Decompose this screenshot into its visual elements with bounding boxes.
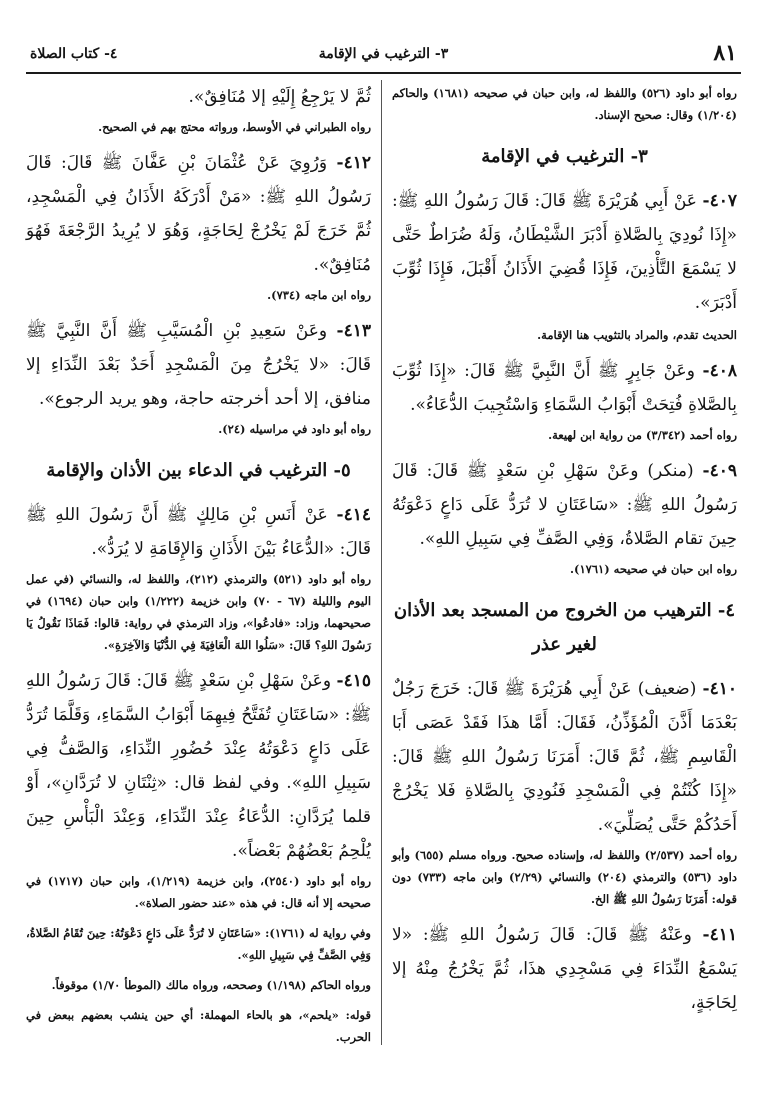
hadith-413 xyxy=(26,314,371,416)
source-note: رواه أبو داود في مراسيله (٢٤). xyxy=(218,422,371,436)
hadith-text: وعَنْهُ ﷺ قَالَ: قَالَ رَسُولُ اللهِ ﷺ: «لا يَسْمَعُ النِّدَاءَ فِي مَسْجِدِي هذَا، ثُمَّ يَخْرُجُ مِنْهُ إلا لِحَاجَةٍ، xyxy=(392,925,737,1013)
source-note: رواه أبو داود (٥٢١) والترمذي (٢١٢)، واللفظ له، والنسائي (في عمل اليوم والليلة (٦٧ - ٧٠) وابن خزيمة (١/٢٢٢) وابن حبان (١٦٩٤) في صحيحهما، وزاد: «فادعُوا»، وزاد الترمذي في رواية: قالوا: فَمَاذَا نَقُولُ يَا رَسُولَ اللهِ؟ قَالَ: «سَلُوا اللهَ الْعَافِيَةَ فِي الدُّنْيَا وَالآخِرَةِ». xyxy=(26,572,372,652)
source-note: رواه أحمد (٢/٥٣٧) واللفظ له، وإسناده صحيح. ورواه مسلم (٦٥٥) وأبو داود (٥٣٦) والترمذي (٢٠٤) والنسائي (٢/٢٩) وابن ماجه (٧٣٣) دون قوله: أَمَرَنَا رَسُولُ اللهِ ﷺ الخ. xyxy=(392,848,737,906)
section-heading: ٣- الترغيب في الإقامة xyxy=(481,146,648,167)
source-note: رواه أبو داود (٥٢٦) واللفظ له، وابن حبان في صحيحه (١٦٨١) والحاكم (١/٢٠٤) وقال: صحيح الإسناد. xyxy=(392,86,737,122)
hadith-text: عَنْ أَبِي هُرَيْرَةَ ﷺ قَالَ: قَالَ رَسُولُ اللهِ ﷺ: «إِذَا نُودِيَ بِالصَّلاةِ أَدْبَرَ الشَّيْطَانُ، وَلَهُ ضُرَاطٌ حَتَّى لا يَسْمَعَ التَّأْذِينَ، فَإِذَا قُضِيَ الأَذَانُ أَقْبَلَ، فَإِذَا ثُوِّبَ أَدْبَرَ». xyxy=(392,191,737,313)
hadith-412 xyxy=(26,146,371,282)
hadith-415 xyxy=(26,664,371,868)
hadith-text: (منكر) وعَنْ سَهْلِ بْنِ سَعْدٍ ﷺ قَالَ: قَالَ رَسُولُ اللهِ ﷺ: «سَاعَتَانِ لا تُرَدُّ عَلَى دَاعٍ دَعْوَتُهُ حِينَ تقام الصَّلاةُ، وَفِي الصَّفِّ فِي سَبِيلِ اللهِ». xyxy=(392,461,737,549)
hadith-number: ٤١١- xyxy=(702,925,737,945)
section-heading: ٤- الترهيب من الخروج من المسجد بعد الأذان لغير عذر xyxy=(393,600,736,655)
hadith-number: ٤١٣- xyxy=(336,321,371,341)
column-divider xyxy=(381,80,382,1045)
hadith-411 xyxy=(392,918,737,1020)
hadith-414 xyxy=(26,498,371,566)
hadith-text: عَنْ أَنَسِ بْنِ مَالِكٍ ﷺ أَنَّ رَسُولَ اللهِ ﷺ قَالَ: «الدُّعَاءُ بَيْنَ الأَذَانِ وَالإِقَامَةِ لا يُرَدُّ». xyxy=(26,505,371,559)
hadith-number: ٤١٠- xyxy=(702,679,738,699)
hadith-text: وعَنْ سَعِيدِ بْنِ الْمُسَيَّبِ ﷺ أَنَّ النَّبِيَّ ﷺ قَالَ: «لا يَخْرُجُ مِنَ الْمَسْجِدِ أَحَدٌ بَعْدَ النِّدَاءِ إلا منافق، إلا أحد أخرجته حاجة، وهو يريد الرجوع». xyxy=(26,321,371,409)
section-heading: ٥- الترغيب في الدعاء بين الأذان والإقامة xyxy=(46,460,351,481)
hadith-text: وعَنْ سَهْلِ بْنِ سَعْدٍ ﷺ قَالَ: قَالَ رَسُولُ اللهِ ﷺ: «سَاعَتَانِ تُفَتَّحُ فِيهِمَا أَبْوَابُ السَّمَاءِ، وَقَلَّمَا تُرَدُّ عَلَى دَاعٍ دَعْوَتُهُ عِنْدَ حُضُورِ النِّدَاءِ، وَالصَّفُّ فِي سَبِيلِ اللهِ». وفي لفظ قال: «ثِنْتَانِ لا تُرَدَّانِ»، أَوْ قلما يُرَدَّانِ: الدُّعَاءُ عِنْدَ النِّدَاءِ، وَعِنْدَ الْبَأْسِ حِينَ يُلْحِمُ بَعْضُهُمْ بَعْضاً». xyxy=(26,671,371,861)
hadith-continuation: ثُمَّ لا يَرْجِعُ إِلَيْهِ إلا مُنَافِقٌ». xyxy=(188,87,371,107)
page-header xyxy=(26,40,741,72)
hadith-text: وعَنْ جَابِرٍ ﷺ أَنَّ النَّبِيَّ ﷺ قَالَ: «إِذَا ثُوِّبَ بِالصَّلاةِ فُتِحَتْ أَبْوَابُ السَّمَاءِ وَاسْتُجِيبَ الدُّعَاءُ». xyxy=(392,361,737,415)
hadith-408 xyxy=(392,354,737,422)
source-note: وفي رواية له (١٧٦١): «سَاعَتَانِ لا تُرَدُّ عَلَى دَاعٍ دَعْوَتُهُ: حِينَ تُقَامُ الصَّلاةُ، وَفِي الصَّفِّ فِي سَبِيلِ اللهِ». xyxy=(26,926,371,962)
hadith-number: ٤١٢- xyxy=(336,153,371,173)
running-section-title: ٣- الترغيب في الإقامة xyxy=(318,46,449,62)
hadith-text: وَرُوِيَ عَنْ عُثْمَانَ بْنِ عَفَّانَ ﷺ قَالَ: قَالَ رَسُولُ اللهِ ﷺ: «مَنْ أَدْرَكَهُ الأَذَانُ فِي الْمَسْجِدِ، ثُمَّ خَرَجَ لَمْ يَخْرُجْ لِحَاجَةٍ، وَهُوَ لا يُرِيدُ الرَّجْعَةَ فَهُوَ مُنَافِقٌ». xyxy=(26,153,371,275)
source-note: رواه أبو داود (٢٥٤٠)، وابن خزيمة (١/٢١٩)، وابن حبان (١٧١٧) في صحيحه إلا أنه قال: في هذه «عند حضور الصلاة». xyxy=(26,874,372,910)
header-rule xyxy=(26,72,741,74)
hadith-410 xyxy=(392,672,737,842)
source-note: رواه ابن حبان في صحيحه (١٧٦١). xyxy=(570,562,737,576)
hadith-number: ٤٠٨- xyxy=(702,361,738,381)
hadith-note: الحديث تقدم، والمراد بالتثويب هنا الإقامة. xyxy=(537,328,737,342)
hadith-number: ٤١٤- xyxy=(336,505,372,525)
hadith-text: (ضعيف) عَنْ أَبِي هُرَيْرَةَ ﷺ قَالَ: خَرَجَ رَجُلٌ بَعْدَمَا أَذَّنَ الْمُؤَذِّنُ، فَقَالَ: أَمَّا هذَا فَقَدْ عَصَى أَبَا الْقَاسِمِ ﷺ، ثُمَّ قَالَ: أَمَرَنَا رَسُولُ اللهِ ﷺ قَالَ: «إِذَا كُنْتُمْ فِي الْمَسْجِدِ فَنُودِيَ بِالصَّلاةِ فَلا يَخْرُجْ أَحَدُكُمْ حَتَّى يُصَلِّيَ». xyxy=(392,679,737,835)
source-note: ورواه الحاكم (١/١٩٨) وصححه، ورواه مالك (الموطأ ١/٧٠) موقوفاً. xyxy=(51,978,371,992)
running-book-title: ٤- كتاب الصلاة xyxy=(30,46,118,62)
page-number: ٨١ xyxy=(713,40,737,66)
hadith-number: ٤٠٧- xyxy=(702,191,737,211)
hadith-number: ٤١٥- xyxy=(336,671,371,691)
hadith-407 xyxy=(392,184,737,320)
hadith-number: ٤٠٩- xyxy=(702,461,738,481)
glossary-note: قوله: «يلحم»، هو بالحاء المهملة: أي حين ينشب بعضهم ببعض في الحرب. xyxy=(26,1008,371,1044)
source-note: رواه أحمد (٣/٣٤٢) من رواية ابن لهيعة. xyxy=(548,428,737,442)
hadith-409 xyxy=(392,454,737,556)
source-note: رواه الطبراني في الأوسط، ورواته محتج بهم في الصحيح. xyxy=(98,120,371,134)
left-column xyxy=(26,80,371,1056)
source-note: رواه ابن ماجه (٧٣٤). xyxy=(267,288,371,302)
right-column xyxy=(392,80,737,1022)
